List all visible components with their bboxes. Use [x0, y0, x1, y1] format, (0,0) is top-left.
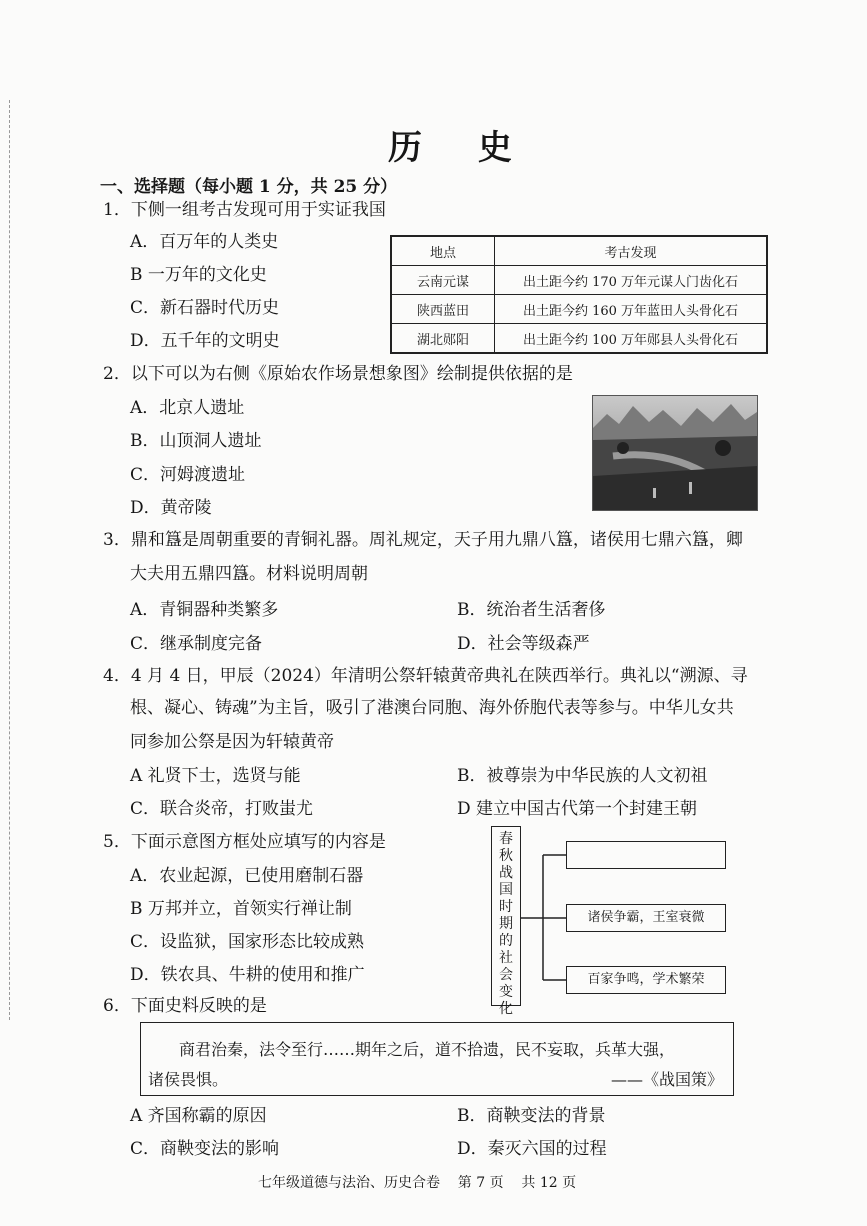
- diagram-box-hegemony: 诸侯争霸，王室衰微: [566, 904, 726, 932]
- table-cell: 湖北郧阳: [391, 324, 495, 354]
- topic-char: 化: [499, 1001, 513, 1017]
- option-d[interactable]: D．黄帝陵: [130, 498, 212, 518]
- binding-line: [9, 100, 10, 1020]
- table-header: 考古发现: [495, 236, 768, 266]
- option-c[interactable]: C．继承制度完备: [130, 634, 263, 654]
- question-stem: 2．以下可以为右侧《原始农作场景想象图》绘制提供依据的是: [103, 364, 573, 384]
- primitive-farming-illustration: [592, 395, 758, 511]
- topic-char: 变: [499, 984, 513, 1000]
- option-a[interactable]: A 礼贤下士，选贤与能: [130, 766, 301, 786]
- option-c[interactable]: C．设监狱，国家形态比较成熟: [130, 932, 365, 952]
- table-cell: 云南元谋: [391, 266, 495, 295]
- option-a[interactable]: A．农业起源，已使用磨制石器: [130, 866, 364, 886]
- question-stem: 同参加公祭是因为轩辕黄帝: [130, 732, 334, 752]
- option-c[interactable]: C．河姆渡遗址: [130, 465, 246, 485]
- topic-char: 期: [499, 916, 513, 932]
- table-header: 地点: [391, 236, 495, 266]
- topic-char: 国: [499, 882, 513, 898]
- question-stem: 1．下侧一组考古发现可用于实证我国: [103, 200, 386, 220]
- table-cell: 出土距今约 170 万年元谋人门齿化石: [495, 266, 768, 295]
- option-b[interactable]: B 一万年的文化史: [130, 265, 267, 285]
- option-b[interactable]: B．商鞅变法的背景: [457, 1106, 606, 1126]
- archaeology-table: [390, 235, 768, 354]
- topic-char: 时: [499, 899, 513, 915]
- option-d[interactable]: D．铁农具、牛耕的使用和推广: [130, 965, 365, 985]
- option-c[interactable]: C．商鞅变法的影响: [130, 1139, 280, 1159]
- historical-quote-box: [140, 1022, 734, 1096]
- table-row: [391, 266, 767, 295]
- question-stem: 4．4 月 4 日，甲辰（2024）年清明公祭轩辕黄帝典礼在陕西举行。典礼以“溯源、寻: [103, 666, 748, 686]
- topic-char: 春: [499, 831, 513, 847]
- option-d[interactable]: D 建立中国古代第一个封建王朝: [457, 799, 698, 819]
- question-stem: 根、凝心、铸魂”为主旨，吸引了港澳台同胞、海外侨胞代表等参与。中华儿女共: [130, 698, 734, 718]
- table-header-row: [391, 236, 767, 266]
- table-row: [391, 324, 767, 354]
- option-a[interactable]: A．北京人遗址: [130, 398, 245, 418]
- topic-char: 秋: [499, 848, 513, 864]
- option-b[interactable]: B．山顶洞人遗址: [130, 431, 262, 451]
- topic-char: 战: [499, 865, 513, 881]
- quote-line: 商君治秦，法令至行……期年之后，道不拾遗，民不妄取，兵革大强，: [179, 1040, 676, 1059]
- option-a[interactable]: A 齐国称霸的原因: [130, 1106, 267, 1126]
- topic-char: 会: [499, 967, 513, 983]
- option-b[interactable]: B 万邦并立，首领实行禅让制: [130, 899, 352, 919]
- option-d[interactable]: D．社会等级森严: [457, 634, 590, 654]
- diagram-topic-box: [491, 826, 521, 1017]
- question-stem: 5．下面示意图方框处应填写的内容是: [103, 832, 386, 852]
- diagram-connector: [521, 840, 571, 990]
- table-cell: 出土距今约 100 万年郧县人头骨化石: [495, 324, 768, 354]
- page-footer: 七年级道德与法治、历史合卷 第 7 页 共 12 页: [258, 1175, 577, 1191]
- question-stem: 大夫用五鼎四簋。材料说明周朝: [130, 564, 368, 584]
- option-a[interactable]: A．百万年的人类史: [130, 232, 279, 252]
- quote-line: 诸侯畏惧。: [148, 1070, 229, 1089]
- illustration-scene: [593, 396, 757, 510]
- option-d[interactable]: D．五千年的文明史: [130, 331, 280, 351]
- page-title: 历 史: [388, 128, 534, 168]
- option-d[interactable]: D．秦灭六国的过程: [457, 1139, 607, 1159]
- table-row: [391, 295, 767, 324]
- option-c[interactable]: C．新石器时代历史: [130, 298, 280, 318]
- diagram-box-hundred-schools: 百家争鸣，学术繁荣: [566, 966, 726, 994]
- table-cell: 陕西蓝田: [391, 295, 495, 324]
- table-cell: 出土距今约 160 万年蓝田人头骨化石: [495, 295, 768, 324]
- option-b[interactable]: B．统治者生活奢侈: [457, 600, 606, 620]
- option-b[interactable]: B．被尊崇为中华民族的人文初祖: [457, 766, 708, 786]
- option-c[interactable]: C．联合炎帝，打败蚩尤: [130, 799, 314, 819]
- topic-char: 社: [499, 950, 513, 966]
- section-heading: 一、选择题（每小题 1 分，共 25 分）: [100, 177, 398, 197]
- quote-source: ——《战国策》: [611, 1070, 724, 1089]
- option-a[interactable]: A．青铜器种类繁多: [130, 600, 279, 620]
- question-stem: 3．鼎和簋是周朝重要的青铜礼器。周礼规定，天子用九鼎八簋，诸侯用七鼎六簋，卿: [103, 530, 743, 550]
- topic-char: 的: [499, 933, 513, 949]
- blank-answer-box[interactable]: [566, 841, 726, 869]
- question-stem: 6．下面史料反映的是: [103, 996, 267, 1016]
